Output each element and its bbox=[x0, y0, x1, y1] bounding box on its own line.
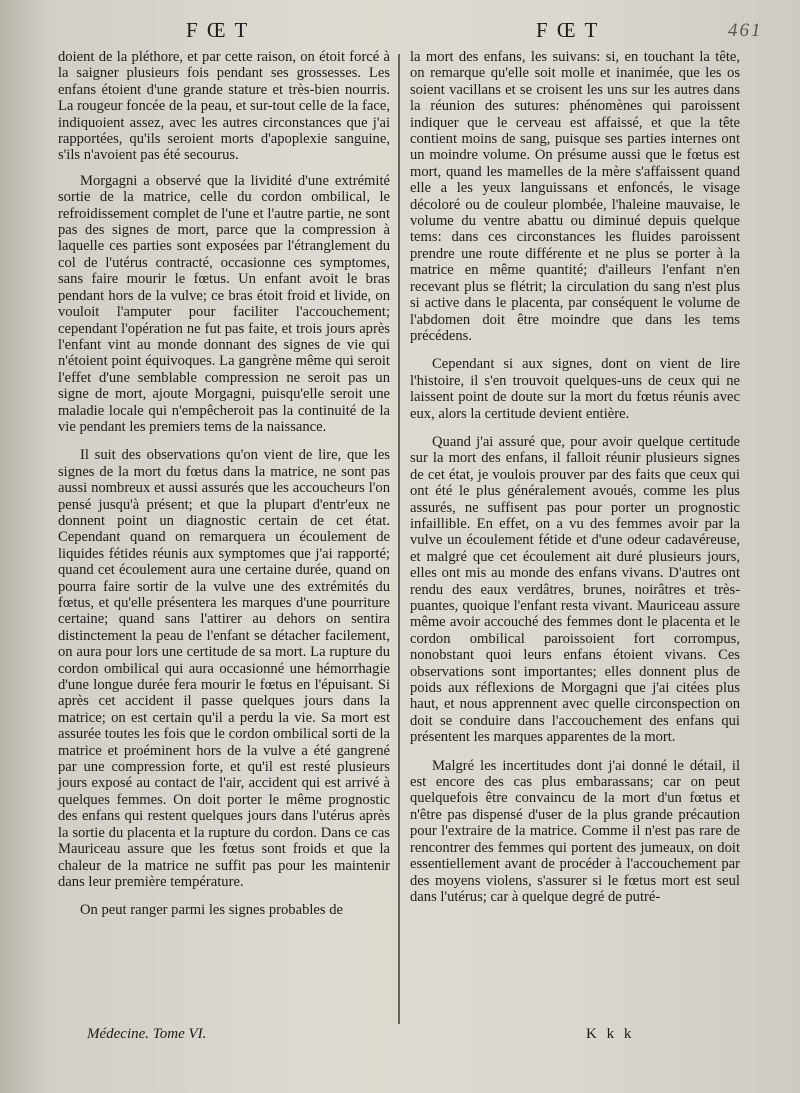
footer-volume-title: Médecine. Tome VI. bbox=[87, 1026, 207, 1042]
header-right-title: F Œ T bbox=[536, 18, 600, 42]
paragraph-certainty: Cependant si aux signes, dont on vient de lire l'histoire, il s'en trouvoit quelques-uns de ceux qui ne laissent point de doute sur la mort du fœtus réunis avec eux, alors la certitude devient entière. bbox=[410, 356, 740, 422]
paragraph-signs-of-death: Il suit des observations qu'on vient de lire, que les signes de la mort du fœtus dans la matrice, ne sont pas aussi nombreux et aussi assurés que les accoucheurs l'on pensé jusqu'à présent; et que la plupart d'entr'eux ne donnent point un diagnostic certain de cet état. Cependant quand on remarquera un écoulement de liquides fétides réunis aux symptomes que j'ai rapporté; quand cet écoulement aura une certaine durée, quand on pourra faire sortir de la vulve une des extrémités du fœtus, et qu'elle présentera les marques d'une pourriture certaine; quand sans l'attirer au dehors on sentira distinctement la peau de l'enfant se détacher facilement, on aura pour lors une certitude de sa mort. La rupture du cordon ombilical qui aura occasionné une hémorrhagie d'une longue durée fera mourir le fœtus en l'épuisant. Si après cet accident il passe quelques jours dans la matrice; on est certain qu'il a perdu la vie. Sa mort est assurée toutes les fois que le cordon ombilical sorti de la matrice et proéminent hors de la vulve a été gangrené par une compression forte, et qu'il est resté plusieurs jours exposé au contact de l'air, accident qui est arrivé à quelques femmes. On doit porter le même prognostic des enfans qui restent quelques jours dans l'utérus après la sortie du placenta et la rupture du cordon. Dans ce cas Mauriceau assure que les fœtus sont froids et que la chaleur de la matrice ne suffit pas pour les maintenir dans leur première température. bbox=[58, 447, 390, 890]
header-left-title: F Œ T bbox=[186, 18, 250, 42]
paragraph-twins: Malgré les incertitudes dont j'ai donné le détail, il est encore des cas plus embarassans; car on peut quelquefois être convaincu de la mort d'un fœtus et n'être pas dispensé d'user de la plus grande précaution pour l'extraire de la matrice. Comme il n'est pas rare de rencontrer des femmes qui portent des jumeaux, on doit essentiellement avant de procéder à l'accouchement par des moyens violens, s'assurer si le fœtus mort est seul dans l'utérus; car à quelque degré de putré- bbox=[410, 757, 740, 905]
running-header bbox=[0, 18, 800, 48]
paragraph-observations: Quand j'ai assuré que, pour avoir quelque certitude sur la mort des enfans, il falloit réunir plusieurs signes de cet état, je voulois prouver par des faits que ceux qui ont été le plus généralement avoués, comme les plus assurés, ne suffisent pas pour porter un prognostic infaillible. En effet, on a vu des femmes avoir par la vulve un écoulement fétide et d'une odeur cadavéreuse, et malgré que cet écoulement ait duré plusieurs jours, elles ont mis au monde des enfans vivans. D'autres ont rendu des eaux verdâtres, brunes, noirâtres et très-puantes, quoique l'enfant resta vivant. Mauriceau assure même avoir accouché des femmes dont le placenta et le cordon ombilical paroissoient fort corrompus, nonobstant quoi leurs enfans étoient vivans. Ces observations sont importantes; elles donnent plus de poids aux réflexions de Morgagni que j'ai citées plus haut, et nous apprennent avec quelle circonspection on doit se conduire dans l'accouchement des enfans qui présentent les marques apparentes de la mort. bbox=[410, 433, 740, 746]
footer-signature-mark: K k k bbox=[586, 1026, 635, 1042]
left-column bbox=[58, 49, 390, 928]
column-divider bbox=[398, 54, 400, 1024]
right-column bbox=[410, 49, 740, 914]
paragraph-probable-signs-start: On peut ranger parmi les signes probables de bbox=[80, 902, 344, 919]
paragraph-probable-signs-continuation: la mort des enfans, les suivans: si, en touchant la tête, on remarque qu'elle soit molle et inanimée, que les os soient vacillans et se croisent les uns sur les autres dans la réunion des sutures: phénomènes qui paroissent indiquer que le cerveau est affaissé, et que la tête contient moins de sang, puisque ses parties internes ont un moindre volume. On présume aussi que le fœtus est mort, quand les mamelles de la mère s'affaissent quand elle a les yeux languissans et enfoncés, le visage décoloré ou de couleur plombée, l'haleine mauvaise, le volume du ventre abattu ou diminué depuis quelque tems: dans ces circonstances les fluides paroissent prendre une route différente et ne plus se porter à la matrice en même quantité; d'ailleurs l'enfant n'en recevant plus se flétrit; la circulation du sang n'est plus si active dans le placenta, par conséquent le volume de l'abdomen doit être moindre que dans les tems précédens. bbox=[410, 49, 740, 344]
paragraph-plethora-continuation: doient de la pléthore, et par cette raison, on étoit forcé à la saigner plusieurs fois pendant ses grossesses. Les enfans étoient d'une grande stature et très-bien nourris. La rougeur foncée de la peau, et sur-tout celle de la face, indiquoient assez, avec les autres circonstances que j'ai rapportées, qu'ils seroient morts d'apoplexie sanguine, s'ils n'avoient pas été secourus. bbox=[58, 49, 390, 164]
page-number: 461 bbox=[728, 20, 763, 41]
paragraph-morgagni-lividity: Morgagni a observé que la lividité d'une extrémité sortie de la matrice, celle du cordon ombilical, le refroidissement complet de l'une et l'autre partie, ne sont pas des signes de mort, parce que la compression à laquelle ces parties sont exposées par l'étranglement du col de l'utérus contracté, occasionne ces symptomes, sans faire mourir le fœtus. Un enfant avoit le bras pendant hors de la vulve; ce bras étoit froid et livide, on vouloit l'amputer pour faciliter l'accouchement; cependant l'opération ne fut pas faite, et trois jours après l'enfant vint au monde donnant des signes de vie qui n'étoient point équivoques. La gangrène même qui seroit l'effet d'une semblable compression ne seroit pas un signe de mort, ajoute Morgagni, puisqu'elle seroit une maladie locale qui n'empêcheroit pas la continuité de la vie pendant les premiers tems de la naissance. bbox=[58, 172, 390, 435]
